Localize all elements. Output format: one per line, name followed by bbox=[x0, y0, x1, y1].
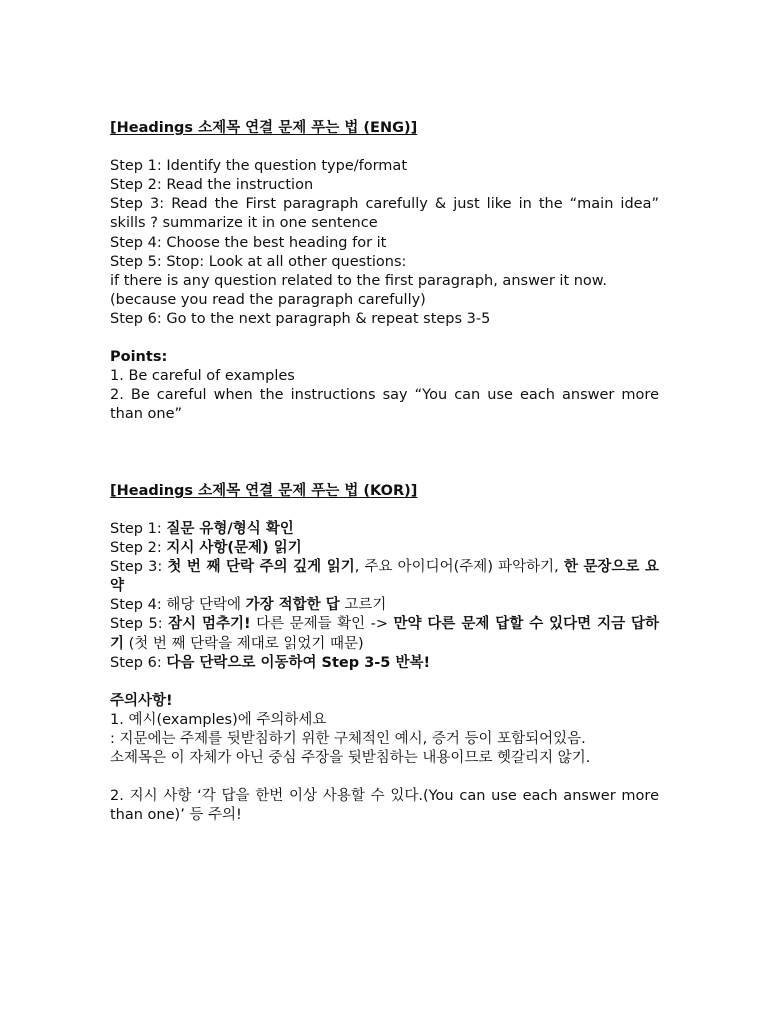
kor-note-2: 2. 지시 사항 ‘각 답을 한번 이상 사용할 수 있다.(You can use each answer more than one)’ 등 주의! bbox=[110, 788, 659, 824]
step-emphasis: 만약 다른 문제 답할 수 있다면 지금 답하기 bbox=[110, 616, 660, 652]
step-emphasis: 다음 단락으로 이동하여 Step 3-5 반복! bbox=[166, 654, 431, 671]
eng-step-4: Step 4: Choose the best heading for it bbox=[110, 234, 387, 251]
kor-note-1-line-1: : 지문에는 주제를 뒷받침하기 위한 구체적인 예시, 증거 등이 포함되어있음. bbox=[110, 731, 586, 748]
kor-step-4 bbox=[110, 596, 659, 615]
step-text: , 주요 아이디어(주제) 파악하기, bbox=[354, 559, 564, 576]
step-emphasis: 잠시 멈추기! bbox=[168, 616, 251, 633]
section-spacer bbox=[110, 425, 659, 482]
kor-step-2 bbox=[110, 539, 659, 558]
eng-step-5-reason: (because you read the paragraph carefully) bbox=[110, 291, 426, 308]
eng-point-1: 1. Be careful of examples bbox=[110, 368, 295, 385]
step-emphasis: 첫 번 째 단락 주의 깊게 읽기 bbox=[167, 559, 355, 576]
step-text: 고르기 bbox=[339, 597, 387, 614]
eng-step-5-detail: if there is any question related to the first paragraph, answer it now. bbox=[110, 272, 607, 289]
step-emphasis: 한 문장으로 요약 bbox=[110, 559, 659, 595]
spacer bbox=[110, 501, 659, 520]
kor-heading: [Headings 소제목 연결 문제 푸는 법 (KOR)] bbox=[110, 482, 418, 499]
step-prefix: Step 6: bbox=[110, 654, 167, 671]
eng-step-1: Step 1: Identify the question type/format bbox=[110, 158, 408, 175]
eng-step-5: Step 5: Stop: Look at all other questions: bbox=[110, 253, 407, 270]
step-text: 다른 문제들 확인 -> bbox=[250, 616, 394, 633]
step-prefix: Step 4: bbox=[110, 597, 167, 614]
eng-step-3: Step 3: Read the First paragraph carefully & just like in the “main idea” skills ? summarize it in one sentence bbox=[110, 196, 659, 232]
step-prefix: Step 2: bbox=[110, 540, 167, 557]
eng-point-2: 2. Be careful when the instructions say “You can use each answer more than one” bbox=[110, 387, 659, 423]
document-page bbox=[110, 119, 659, 825]
step-emphasis: 지시 사항(문제) 읽기 bbox=[166, 540, 302, 557]
kor-step-5 bbox=[110, 615, 659, 653]
step-emphasis: 질문 유형/형식 확인 bbox=[166, 520, 294, 537]
spacer bbox=[110, 138, 659, 157]
step-prefix: Step 5: bbox=[110, 616, 169, 633]
step-prefix: Step 1: bbox=[110, 520, 167, 537]
kor-step-3 bbox=[110, 558, 659, 596]
eng-points-title: Points: bbox=[110, 349, 168, 366]
kor-note-1-line-2: 소제목은 이 자체가 아닌 중심 주장을 뒷받침하는 내용이므로 헷갈리지 않기. bbox=[110, 750, 591, 767]
step-text: 해당 단락에 bbox=[166, 597, 246, 614]
step-emphasis: 가장 적합한 답 bbox=[245, 597, 340, 614]
kor-note-1-title: 1. 예시(examples)에 주의하세요 bbox=[110, 711, 327, 728]
eng-step-2: Step 2: Read the instruction bbox=[110, 177, 314, 194]
kor-notes-title: 주의사항! bbox=[110, 692, 173, 709]
eng-step-6: Step 6: Go to the next paragraph & repeat steps 3-5 bbox=[110, 310, 491, 327]
spacer bbox=[110, 768, 659, 787]
eng-heading: [Headings 소제목 연결 문제 푸는 법 (ENG)] bbox=[110, 120, 418, 136]
kor-step-6 bbox=[110, 654, 659, 673]
step-text: (첫 번 째 단락을 제대로 읽었기 때문) bbox=[124, 635, 364, 652]
spacer bbox=[110, 329, 659, 348]
kor-step-1 bbox=[110, 520, 659, 539]
step-prefix: Step 3: bbox=[110, 559, 168, 576]
spacer bbox=[110, 673, 659, 692]
